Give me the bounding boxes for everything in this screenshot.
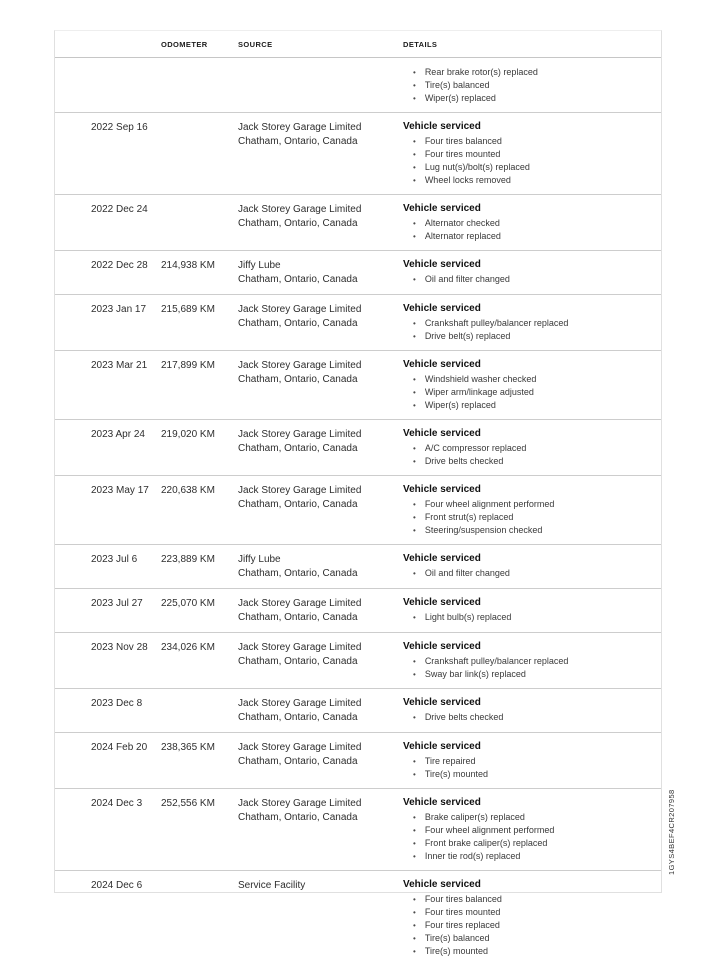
details-item: [403, 668, 643, 681]
details-item: [403, 893, 643, 906]
details-item-text: Crankshaft pulley/balancer replaced: [424, 656, 569, 666]
details-item: [403, 161, 643, 174]
row-date: 2024 Dec 6: [91, 880, 143, 891]
source-name: Jack Storey Garage Limited: [238, 598, 362, 609]
row-date: 2024 Feb 20: [91, 742, 148, 753]
row-odometer: 214,938 KM: [161, 260, 215, 271]
row-source: [238, 66, 403, 105]
bullet-icon: •: [413, 388, 416, 397]
bullet-icon: •: [413, 68, 416, 77]
row-date: 2023 Jul 6: [91, 554, 138, 565]
details-title: Vehicle serviced: [403, 121, 481, 132]
source-name: Jack Storey Garage Limited: [238, 798, 362, 809]
source-name: Jack Storey Garage Limited: [238, 204, 362, 215]
row-date: 2022 Dec 24: [91, 204, 148, 215]
details-item: [403, 230, 643, 243]
row-odometer: 225,070 KM: [161, 598, 215, 609]
source-name: Jack Storey Garage Limited: [238, 360, 362, 371]
details-item-text: Tire(s) mounted: [424, 946, 488, 956]
details-title: Vehicle serviced: [403, 879, 481, 890]
table-row: [55, 589, 661, 633]
row-source: [238, 879, 403, 958]
details-item-text: Steering/suspension checked: [424, 525, 543, 535]
details-item-text: Rear brake rotor(s) replaced: [424, 67, 538, 77]
table-body: [55, 58, 661, 965]
details-item: [403, 217, 643, 230]
col-header-source: SOURCE: [238, 39, 273, 49]
details-item-text: Tire repaired: [424, 756, 476, 766]
row-details: [403, 203, 643, 243]
row-details: [403, 741, 643, 781]
source-location: Chatham, Ontario, Canada: [238, 756, 358, 767]
details-item: [403, 174, 643, 187]
details-item: [403, 524, 643, 537]
details-item-text: Lug nut(s)/bolt(s) replaced: [424, 162, 530, 172]
details-list: [403, 498, 643, 537]
table-row: [55, 689, 661, 733]
details-item: [403, 498, 643, 511]
source-location: Chatham, Ontario, Canada: [238, 499, 358, 510]
row-date: 2022 Dec 28: [91, 260, 148, 271]
details-list: [403, 317, 643, 343]
source-location: Chatham, Ontario, Canada: [238, 656, 358, 667]
row-details: [403, 428, 643, 468]
source-name: Jack Storey Garage Limited: [238, 429, 362, 440]
details-item: [403, 945, 643, 958]
details-item-text: Drive belts checked: [424, 712, 504, 722]
details-item: [403, 850, 643, 863]
bullet-icon: •: [413, 375, 416, 384]
details-item: [403, 768, 643, 781]
table-header: [55, 31, 661, 58]
row-details: [403, 879, 643, 958]
details-item: [403, 611, 643, 624]
details-item-text: Front strut(s) replaced: [424, 512, 514, 522]
details-item-text: Four tires balanced: [424, 136, 502, 146]
details-list: [403, 711, 643, 724]
row-details: [403, 641, 643, 681]
row-date: 2023 Mar 21: [91, 360, 148, 371]
bullet-icon: •: [413, 947, 416, 956]
row-odometer: [161, 697, 238, 725]
details-list: [403, 611, 643, 624]
table-row: [55, 871, 661, 965]
bullet-icon: •: [413, 457, 416, 466]
row-odometer: 252,556 KM: [161, 798, 215, 809]
row-date: 2023 Jan 17: [91, 304, 147, 315]
details-item-text: Tire(s) balanced: [424, 933, 490, 943]
row-details: [403, 359, 643, 412]
bullet-icon: •: [413, 275, 416, 284]
table-row: [55, 733, 661, 789]
bullet-icon: •: [413, 813, 416, 822]
table-row: [55, 789, 661, 871]
bullet-icon: •: [413, 219, 416, 228]
row-odometer: [161, 66, 238, 105]
col-header-details: DETAILS: [403, 39, 438, 49]
details-item: [403, 330, 643, 343]
details-item-text: Alternator replaced: [424, 231, 501, 241]
row-date: 2023 Nov 28: [91, 642, 148, 653]
table-row: [55, 113, 661, 195]
details-item-text: Wheel locks removed: [424, 175, 511, 185]
details-item-text: Front brake caliper(s) replaced: [424, 838, 548, 848]
details-item-text: Wiper(s) replaced: [424, 93, 496, 103]
details-list: [403, 373, 643, 412]
source-name: Jack Storey Garage Limited: [238, 698, 362, 709]
bullet-icon: •: [413, 526, 416, 535]
row-source: [238, 303, 403, 343]
source-name: Jiffy Lube: [238, 554, 281, 565]
details-item-text: Inner tie rod(s) replaced: [424, 851, 521, 861]
source-location: Chatham, Ontario, Canada: [238, 374, 358, 385]
details-title: Vehicle serviced: [403, 359, 481, 370]
details-list: [403, 135, 643, 187]
details-item: [403, 567, 643, 580]
table-row: [55, 633, 661, 689]
row-source: [238, 741, 403, 781]
source-location: Chatham, Ontario, Canada: [238, 443, 358, 454]
details-item: [403, 455, 643, 468]
source-name: Jiffy Lube: [238, 260, 281, 271]
bullet-icon: •: [413, 757, 416, 766]
details-item: [403, 79, 643, 92]
details-title: Vehicle serviced: [403, 697, 481, 708]
bullet-icon: •: [413, 713, 416, 722]
details-item-text: Four tires mounted: [424, 149, 501, 159]
source-name: Jack Storey Garage Limited: [238, 642, 362, 653]
details-item-text: Sway bar link(s) replaced: [424, 669, 526, 679]
details-item: [403, 373, 643, 386]
bullet-icon: •: [413, 500, 416, 509]
details-item-text: Four tires replaced: [424, 920, 500, 930]
row-date: 2022 Sep 16: [91, 122, 148, 133]
details-item: [403, 932, 643, 945]
bullet-icon: •: [413, 513, 416, 522]
details-item-text: Light bulb(s) replaced: [424, 612, 512, 622]
details-item: [403, 919, 643, 932]
details-item-text: A/C compressor replaced: [424, 443, 527, 453]
details-item-text: Tire(s) mounted: [424, 769, 488, 779]
details-item: [403, 711, 643, 724]
row-date: 2023 Apr 24: [91, 429, 145, 440]
bullet-icon: •: [413, 332, 416, 341]
bullet-icon: •: [413, 176, 416, 185]
details-item-text: Drive belts checked: [424, 456, 504, 466]
table-row: [55, 351, 661, 420]
row-odometer: [161, 879, 238, 958]
details-item: [403, 442, 643, 455]
details-list: [403, 755, 643, 781]
source-location: Chatham, Ontario, Canada: [238, 274, 358, 285]
details-list: [403, 273, 643, 286]
col-header-odometer: ODOMETER: [161, 39, 208, 49]
row-source: [238, 797, 403, 863]
details-item-text: Windshield washer checked: [424, 374, 537, 384]
details-title: Vehicle serviced: [403, 553, 481, 564]
details-list: [403, 567, 643, 580]
details-item: [403, 399, 643, 412]
row-odometer: 234,026 KM: [161, 642, 215, 653]
row-details: [403, 553, 643, 581]
details-title: Vehicle serviced: [403, 797, 481, 808]
bullet-icon: •: [413, 826, 416, 835]
row-source: [238, 697, 403, 725]
row-source: [238, 553, 403, 581]
table-row: [55, 251, 661, 295]
row-source: [238, 428, 403, 468]
bullet-icon: •: [413, 770, 416, 779]
details-item: [403, 317, 643, 330]
row-source: [238, 359, 403, 412]
row-details: [403, 697, 643, 725]
details-item: [403, 837, 643, 850]
source-location: Chatham, Ontario, Canada: [238, 318, 358, 329]
bullet-icon: •: [413, 150, 416, 159]
row-details: [403, 597, 643, 625]
details-title: Vehicle serviced: [403, 741, 481, 752]
details-list: [403, 655, 643, 681]
details-item-text: Four wheel alignment performed: [424, 499, 555, 509]
row-date: [91, 66, 161, 105]
details-item-text: Tire(s) balanced: [424, 80, 490, 90]
vin-vertical-text: 1GYS4BEF4CR207958: [667, 789, 676, 875]
source-name: Jack Storey Garage Limited: [238, 485, 362, 496]
row-odometer: 219,020 KM: [161, 429, 215, 440]
source-location: Chatham, Ontario, Canada: [238, 812, 358, 823]
details-title: Vehicle serviced: [403, 203, 481, 214]
table-row: [55, 476, 661, 545]
details-title: Vehicle serviced: [403, 484, 481, 495]
details-title: Vehicle serviced: [403, 303, 481, 314]
details-title: Vehicle serviced: [403, 259, 481, 270]
bullet-icon: •: [413, 444, 416, 453]
row-odometer: [161, 121, 238, 187]
details-item-text: Oil and filter changed: [424, 568, 510, 578]
table-row: [55, 295, 661, 351]
bullet-icon: •: [413, 401, 416, 410]
bullet-icon: •: [413, 657, 416, 666]
bullet-icon: •: [413, 613, 416, 622]
bullet-icon: •: [413, 569, 416, 578]
details-item: [403, 511, 643, 524]
row-odometer: 217,899 KM: [161, 360, 215, 371]
bullet-icon: •: [413, 137, 416, 146]
details-item: [403, 811, 643, 824]
details-item-text: Four wheel alignment performed: [424, 825, 555, 835]
details-list: [403, 66, 643, 105]
bullet-icon: •: [413, 319, 416, 328]
details-item-text: Crankshaft pulley/balancer replaced: [424, 318, 569, 328]
details-item-text: Four tires mounted: [424, 907, 501, 917]
details-list: [403, 442, 643, 468]
source-location: Chatham, Ontario, Canada: [238, 568, 358, 579]
source-location: Chatham, Ontario, Canada: [238, 136, 358, 147]
row-odometer: 220,638 KM: [161, 485, 215, 496]
row-date: 2023 Dec 8: [91, 698, 143, 709]
row-details: [403, 797, 643, 863]
bullet-icon: •: [413, 670, 416, 679]
row-source: [238, 641, 403, 681]
table-row: [55, 195, 661, 251]
row-details: [403, 66, 643, 105]
row-details: [403, 484, 643, 537]
details-item: [403, 655, 643, 668]
bullet-icon: •: [413, 94, 416, 103]
details-item: [403, 824, 643, 837]
row-source: [238, 121, 403, 187]
details-item: [403, 66, 643, 79]
details-item-text: Wiper(s) replaced: [424, 400, 496, 410]
details-item-text: Brake caliper(s) replaced: [424, 812, 525, 822]
source-location: Chatham, Ontario, Canada: [238, 612, 358, 623]
details-list: [403, 811, 643, 863]
bullet-icon: •: [413, 852, 416, 861]
bullet-icon: •: [413, 232, 416, 241]
table-row: [55, 58, 661, 113]
bullet-icon: •: [413, 934, 416, 943]
source-name: Jack Storey Garage Limited: [238, 742, 362, 753]
details-item: [403, 135, 643, 148]
bullet-icon: •: [413, 163, 416, 172]
details-list: [403, 893, 643, 958]
row-details: [403, 121, 643, 187]
details-item-text: Drive belt(s) replaced: [424, 331, 511, 341]
details-title: Vehicle serviced: [403, 641, 481, 652]
row-details: [403, 259, 643, 287]
row-source: [238, 597, 403, 625]
row-date: 2023 Jul 27: [91, 598, 143, 609]
row-source: [238, 259, 403, 287]
details-item: [403, 273, 643, 286]
source-name: Jack Storey Garage Limited: [238, 122, 362, 133]
details-item: [403, 148, 643, 161]
details-item: [403, 755, 643, 768]
row-source: [238, 484, 403, 537]
report-page: [54, 30, 662, 956]
details-title: Vehicle serviced: [403, 428, 481, 439]
bullet-icon: •: [413, 839, 416, 848]
details-item: [403, 92, 643, 105]
table-row: [55, 545, 661, 589]
details-item-text: Four tires balanced: [424, 894, 502, 904]
row-odometer: 238,365 KM: [161, 742, 215, 753]
details-item-text: Wiper arm/linkage adjusted: [424, 387, 534, 397]
row-source: [238, 203, 403, 243]
details-list: [403, 217, 643, 243]
bullet-icon: •: [413, 81, 416, 90]
source-location: Chatham, Ontario, Canada: [238, 712, 358, 723]
row-odometer: [161, 203, 238, 243]
row-date: 2024 Dec 3: [91, 798, 143, 809]
row-date: 2023 May 17: [91, 485, 149, 496]
row-odometer: 215,689 KM: [161, 304, 215, 315]
details-item-text: Alternator checked: [424, 218, 500, 228]
details-title: Vehicle serviced: [403, 597, 481, 608]
source-location: Chatham, Ontario, Canada: [238, 218, 358, 229]
source-name: Service Facility: [238, 880, 306, 891]
bullet-icon: •: [413, 921, 416, 930]
row-odometer: 223,889 KM: [161, 554, 215, 565]
table-row: [55, 420, 661, 476]
details-item: [403, 386, 643, 399]
bullet-icon: •: [413, 908, 416, 917]
bullet-icon: •: [413, 895, 416, 904]
details-item: [403, 906, 643, 919]
source-name: Jack Storey Garage Limited: [238, 304, 362, 315]
row-details: [403, 303, 643, 343]
details-item-text: Oil and filter changed: [424, 274, 510, 284]
